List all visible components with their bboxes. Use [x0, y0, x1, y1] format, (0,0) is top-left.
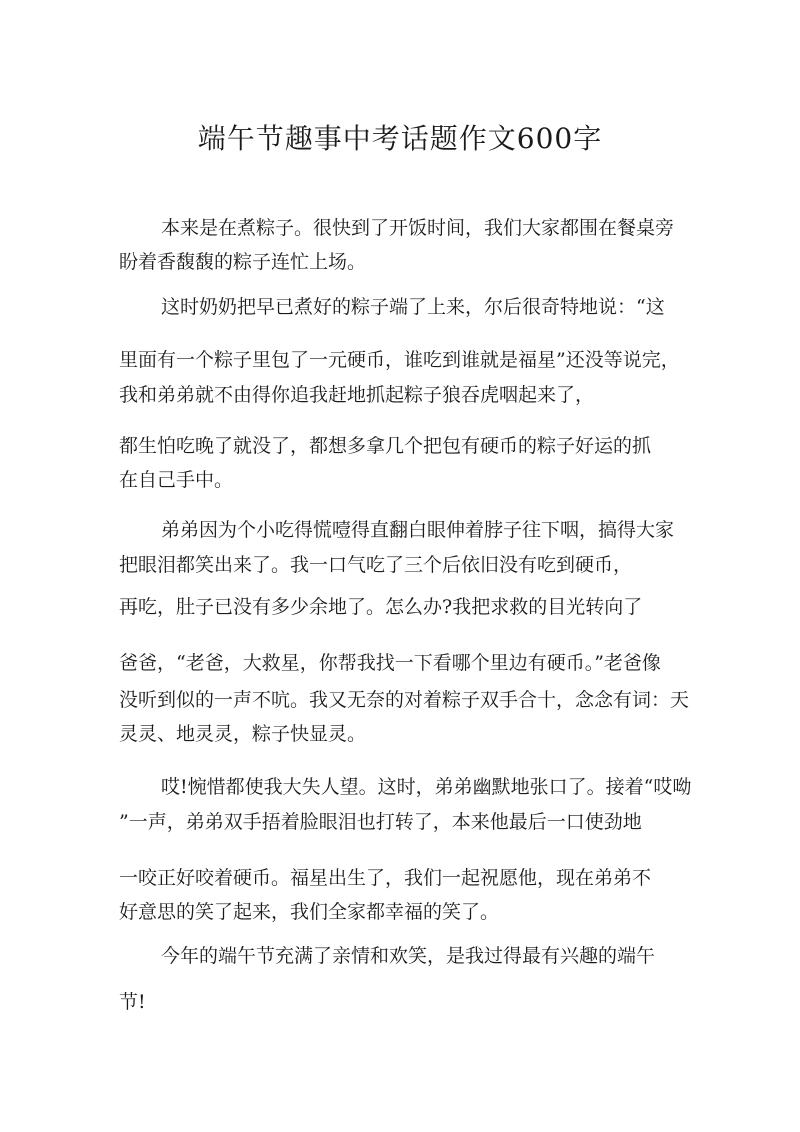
paragraph-line: 我和弟弟就不由得你追我赶地抓起粽子狼吞虎咽起来了， [119, 384, 595, 406]
paragraph-line: 弟弟因为个小吃得慌噎得直翻白眼伸着脖子往下咽，搞得大家 [161, 519, 675, 541]
paragraph-line: 好意思的笑了起来，我们全家都幸福的笑了。 [119, 901, 500, 923]
paragraph-line: 这时奶奶把早已煮好的粽子端了上来，尔后很奇特地说：“这 [161, 296, 665, 318]
paragraph-line: 在自己手中。 [119, 469, 234, 491]
paragraph-line: 把眼泪都笑出来了。我一口气吃了三个后依旧没有吃到硬币， [119, 554, 633, 576]
paragraph-line: ”一声，弟弟双手捂着脸眼泪也打转了，本来他最后一口使劲地 [119, 811, 642, 833]
paragraph-line: 盼着香馥馥的粽子连忙上场。 [119, 251, 367, 273]
paragraph-line: 本来是在煮粽子。很快到了开饭时间，我们大家都围在餐桌旁 [161, 217, 675, 239]
paragraph-line: 一咬正好咬着硬币。福星出生了，我们一起祝愿他，现在弟弟不 [119, 867, 652, 889]
paragraph-line: 再吃，肚子已没有多少余地了。怎么办?我把求救的目光转向了 [119, 596, 643, 618]
paragraph-line: 里面有一个粽子里包了一元硬币，谁吃到谁就是福星”还没等说完， [119, 349, 680, 371]
paragraph-line: 都生怕吃晚了就没了，都想多拿几个把包有硬币的粽子好运的抓 [119, 435, 652, 457]
paragraph-line: 爸爸，“老爸，大救星，你帮我找一下看哪个里边有硬币。”老爸像 [119, 652, 661, 674]
paragraph-line: 没听到似的一声不吭。我又无奈的对着粽子双手合十，念念有词：天 [119, 689, 690, 711]
paragraph-line: 节! [119, 991, 146, 1013]
paragraph-line: 今年的端午节充满了亲情和欢笑，是我过得最有兴趣的端午 [161, 945, 656, 967]
page-title: 端午节趣事中考话题作文600字 [197, 122, 603, 155]
paragraph-line: 哎!惋惜都使我大失人望。这时，弟弟幽默地张口了。接着“哎呦 [161, 776, 692, 798]
paragraph-line: 灵灵、地灵灵，粽子快显灵。 [119, 723, 367, 745]
